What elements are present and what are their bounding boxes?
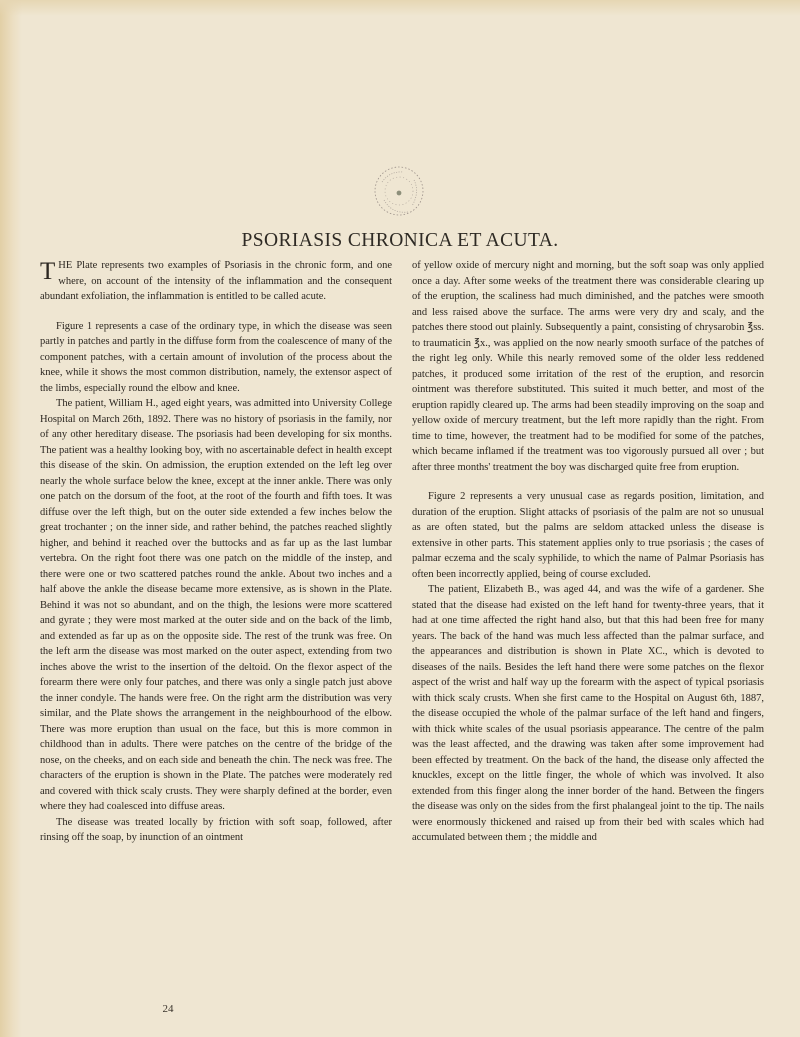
right-column: [412, 258, 764, 846]
page-edge-top: [0, 0, 800, 16]
paragraph: The patient, William H., aged eight years, was admitted into University College Hospital on March 26th, 1892. There was no history of psoriasis in the family, nor of any other hereditary disease. The psoriasis had been developing for six months. The patient was a healthy looking boy, with no ascertainable defect in health except this disease of the skin. On admission, the eruption extended on the left leg over nearly the whole surface below the knee, except at the inner ankle. There was only one patch on the dorsum of the foot, at the root of the fourth and fifth toes. It was diffuse over the left thigh, but on the outer side extended a few inches below the great trochanter ; on the inner side, and rather behind, the patches reached slightly higher, and behind it reached over the buttocks and as far up as the last lumbar vertebra. On the right foot there was one patch on the middle of the instep, and there were one or two scattered patches round the ankle. About two inches and a half above the ankle the disease became more extensive, as is shown in the Plate. Behind it was not so abundant, and on the thigh, the lesions were more scattered and gyrate ; they were most marked at the outer side and on the back of the limb, and extended as far up as on the opposite side. The rest of the trunk was free. On the left arm the disease was most marked on the outer aspect, extending from two inches above the wrist to the insertion of the deltoid. On the flexor aspect of the forearm there were only four patches, and there was only a single patch just above the inner condyle. The hands were free. On the right arm the distribution was very similar, and the Plate shows the arrangement in the neighbourhood of the elbow. There was more eruption than usual on the face, but this is more common in childhood than in adults. There were patches on the centre of the bridge of the nose, on the cheeks, and on each side and beneath the chin. The neck was free. The characters of the eruption is shown in the Plate. The patches were moderately red and covered with thick scaly crusts. They were sharply defined at the border, even where they had coalesced into diffuse areas.: [40, 398, 392, 812]
paragraph: The patient, Elizabeth B., was aged 44, and was the wife of a gardener. She stated that the disease had existed on the left hand for twenty-three years, that it had at one time affected the right hand also, but that this had been free for many years. The back of the hand was much less affected than the palmar surface, and the appearances and distribution is shown in Plate XC., which is devoted to diseases of the nails. Besides the left hand there were some patches on the flexor aspect of the wrist and half way up the forearm with the aspect of typical psoriasis with thick scaly crusts. When she first came to the Hospital on August 6th, 1887, the disease occupied the whole of the palmar surface of the left hand and fingers, with thick white scales of the usual psoriasis appearance. The centre of the palm was the least affected, and the drawing was taken after some improvement had been effected by treatment. On the back of the hand, the disease only affected the knuckles, except on the little finger, the whole of which was involved. It also extended from this finger along the inner border of the hand. Between the fingers the disease was only on the sides from the first phalangeal joint to the tip. The nails were enormously thickened and raised up from their bed with scales which had accumulated between them ; the middle and: [412, 584, 764, 843]
library-stamp-icon: [370, 162, 428, 220]
paragraph: of yellow oxide of mercury night and morning, but the soft soap was only applied once a day. After some weeks of the treatment there was considerable clearing up of the eruption, the scaliness had much diminished, and the patches were smooth and less raised above the surface. The arms were very dry and scaly, and the patches there stood out plainly. Subsequently a paint, consisting of chrysarobin ℥ss. to traumaticin ℥x., was applied on the now nearly smooth surface of the patches of the right leg only. While this nearly removed some of the older less reddened patches, it produced some irritation of the rest of the eruption, and resorcin ointment was therefore substituted. This suited it much better, and most of the eruption rapidly cleared up. The arms had been steadily improving on the soap and yellow oxide of mercury treatment, but the left more rapidly than the right. From time to time, however, the treatment had to be modified for some of the patches, which became inflamed if the treatment was too vigorously pursued all over ; but after three months' treatment the boy was discharged quite free from eruption.: [412, 260, 764, 473]
paragraph: Figure 1 represents a case of the ordinary type, in which the disease was seen partly in patches and partly in the diffuse form from the coalescence of many of the component patches, with a certain amount of involution of the process about the knee, while it shows the most common distribution, namely, the extensor aspect of the limbs, especially round the elbow and knee.: [40, 320, 392, 394]
document-title: PSORIASIS CHRONICA ET ACUTA.: [241, 230, 559, 251]
page-number: 24: [162, 1003, 174, 1015]
paragraph: The disease was treated locally by friction with soft soap, followed, after rinsing off the soap, by inunction of an ointment: [40, 816, 392, 843]
paragraph: [40, 258, 392, 305]
left-column: [40, 258, 392, 846]
page-edge-left: [0, 0, 22, 1037]
drop-cap: T: [40, 258, 56, 285]
paragraph-text: HE Plate represents two examples of Psoriasis in the chronic form, and one where, on account of the intensity of the inflammation and the consequent abundant exfoliation, the inflammation is entitled to be called acute.: [40, 260, 392, 302]
paragraph: Figure 2 represents a very unusual case as regards position, limitation, and duration of the eruption. Slight attacks of psoriasis of the palm are not so unusual as are often stated, but the palms are seldom attacked unless the disease is extensive in other parts. This statement applies only to true psoriasis ; the cases of palmar eczema and the scaly syphilide, to which the name of Palmar Psoriasis has often been incorrectly applied, being of course excluded.: [412, 491, 764, 580]
